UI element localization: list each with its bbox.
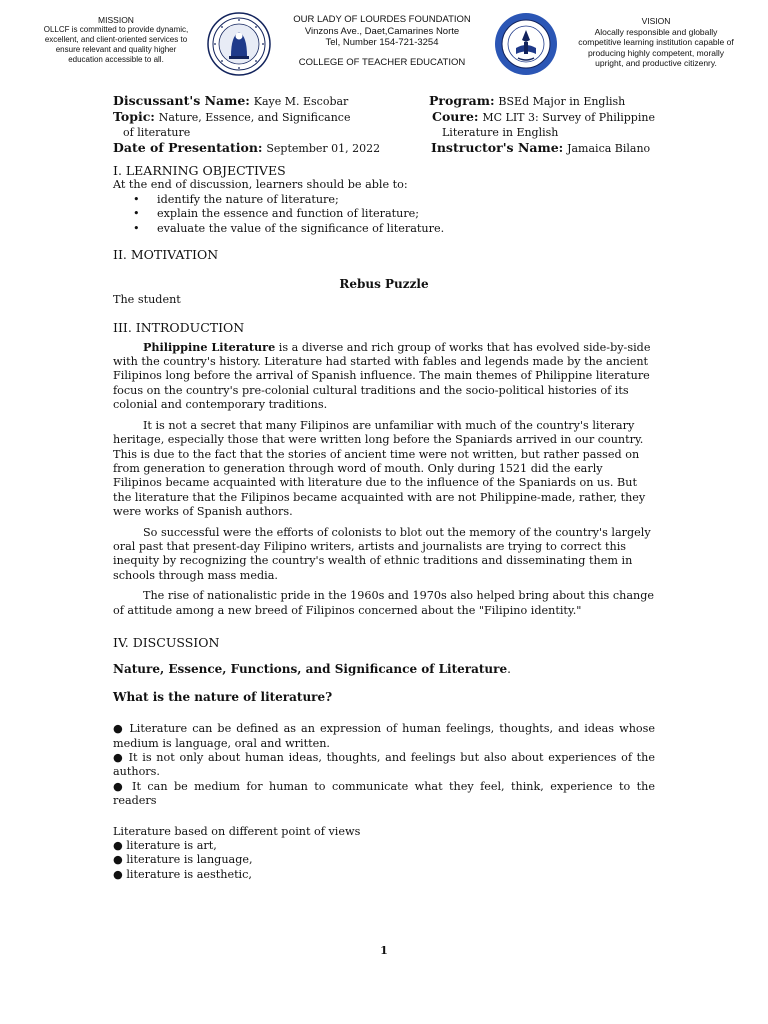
intro-paragraph-4: The rise of nationalistic pride in the 1960s and 1970s also helped bring about this change of attitude among a new breed of Filipinos concerned about the "Filipino identity."	[113, 589, 654, 617]
discussant-row	[113, 93, 413, 109]
introduction-heading: III. INTRODUCTION	[113, 320, 245, 336]
list-item: • explain the essence and function of literature;	[113, 207, 655, 221]
info-left	[113, 93, 413, 156]
pov-intro: Literature based on different point of views	[113, 824, 361, 838]
mission-line: ensure relevant and quality higher	[55, 45, 177, 54]
intro-paragraph-2: It is not a secret that many Filipinos are unfamiliar with much of the country's literary heritage, especially those that were written long before the Spaniards arrived in our country. This is due to the fact that the stories of ancient time were not written, but rather passed on from generation to generation through word of mouth. Only during 1521 did the early Filipinos became acquainted with literature due to the influence of the Spaniards on us. But the literature that the Filipinos became acquainted with are not Philippine-made, rather, they were works of Spanish authors.	[113, 418, 646, 519]
program-value: BSEd Major in English	[498, 95, 626, 108]
foundation-header	[276, 14, 488, 68]
topic-row	[113, 109, 413, 125]
document-body	[113, 164, 655, 882]
program-label: Program:	[429, 93, 495, 108]
topic-label: Topic:	[113, 109, 155, 124]
vision-statement	[568, 16, 744, 69]
nature-bullets	[113, 722, 655, 808]
foundation-address: Vinzons Ave., Daet,Camarines Norte	[304, 25, 460, 37]
intro-paragraph-3: So successful were the efforts of colonists to blot out the memory of the country's largely oral past that present-day Filipino writers, artists and journalists are trying to correct this inequity by recognizing the country's wealth of ethnic traditions and disseminating them in schools through mass media.	[113, 525, 651, 582]
page-number: 1	[380, 944, 388, 957]
discussant-value: Kaye M. Escobar	[253, 95, 349, 108]
college-name: COLLEGE OF TEACHER EDUCATION	[298, 56, 466, 68]
vision-line: upright, and productive citizenry.	[595, 58, 717, 68]
motivation-text: The student	[113, 292, 181, 306]
topic-value-continued: of literature	[123, 126, 191, 139]
list-item: ● It can be medium for human to communicate what they feel, think, experience to the readers	[113, 779, 655, 808]
instructor-value: Jamaica Bilano	[567, 142, 651, 155]
list-item: ● literature is art,	[113, 839, 217, 853]
discussant-label: Discussant's Name:	[113, 93, 250, 108]
pov-list	[113, 839, 655, 882]
date-value: September 01, 2022	[266, 142, 381, 155]
objectives-list	[113, 193, 655, 236]
list-item: ● literature is language,	[113, 853, 253, 867]
date-row	[113, 140, 413, 156]
instructor-row	[429, 140, 729, 156]
list-item: ● literature is aesthetic,	[113, 867, 252, 881]
mission-line: education accessible to all.	[68, 55, 164, 64]
mission-line: excellent, and client-oriented services to	[44, 35, 188, 44]
objectives-intro: At the end of discussion, learners should be able to:	[113, 178, 408, 192]
course-row	[429, 109, 729, 125]
intro-paragraph-1	[113, 340, 655, 413]
topic-value: Nature, Essence, and Significance	[158, 111, 351, 124]
vision-line: competitive learning institution capable of	[578, 37, 734, 47]
discussion-subtitle-text: Nature, Essence, Functions, and Significance of Literature	[113, 662, 508, 677]
foundation-name: OUR LADY OF LOURDES FOUNDATION	[293, 14, 471, 25]
lourdes-college-seal-icon	[207, 12, 271, 76]
list-item: • evaluate the value of the significance of literature.	[113, 222, 655, 236]
discussion-subtitle	[113, 662, 655, 676]
foundation-phone: Tel, Number 154-721-3254	[325, 37, 439, 48]
vision-line: Alocally responsible and globally	[594, 26, 718, 37]
nature-question: What is the nature of literature?	[113, 689, 333, 704]
list-item: ● Literature can be defined as an expression of human feelings, thoughts, and ideas whose medium is language, oral and written.	[113, 722, 655, 750]
discussion-subtitle-period: .	[507, 662, 511, 677]
instructor-label: Instructor's Name:	[431, 140, 564, 155]
rebus-puzzle-title: Rebus Puzzle	[339, 277, 429, 292]
list-item: • identify the nature of literature;	[113, 193, 655, 207]
program-row	[429, 93, 729, 109]
mission-line: OLLCF is committed to provide dynamic,	[43, 25, 189, 34]
motivation-heading: II. MOTIVATION	[113, 247, 219, 263]
info-right	[429, 93, 729, 156]
mission-statement	[32, 15, 200, 65]
college-of-education-seal-icon	[494, 12, 558, 76]
intro-paragraph-1-text: is a diverse and rich group of works that has evolved side-by-side with the country's history. Literature had started with fables and legends made by the ancient Filipinos long before the arrival of Spanish influence. The main themes of Philippine literature focus on the country's pre-colonial cultural traditions and the socio-political histories of its colonial and contemporary traditions.	[113, 340, 651, 412]
objectives-heading: I. LEARNING OBJECTIVES	[113, 163, 286, 178]
list-item: ● It is not only about human ideas, thoughts, and feelings but also about experiences of the authors.	[113, 751, 655, 779]
mission-heading: MISSION	[98, 15, 134, 25]
philippine-literature-term: Philippine Literature	[143, 339, 276, 354]
discussion-heading: IV. DISCUSSION	[113, 634, 220, 650]
course-value: MC LIT 3: Survey of Philippine	[482, 111, 655, 124]
course-value-continued: Literature in English	[442, 126, 559, 139]
date-label: Date of Presentation:	[113, 140, 263, 155]
vision-heading: VISION	[641, 16, 671, 26]
course-label: Coure:	[432, 109, 479, 124]
vision-line: producing highly competent, morally	[587, 47, 725, 58]
